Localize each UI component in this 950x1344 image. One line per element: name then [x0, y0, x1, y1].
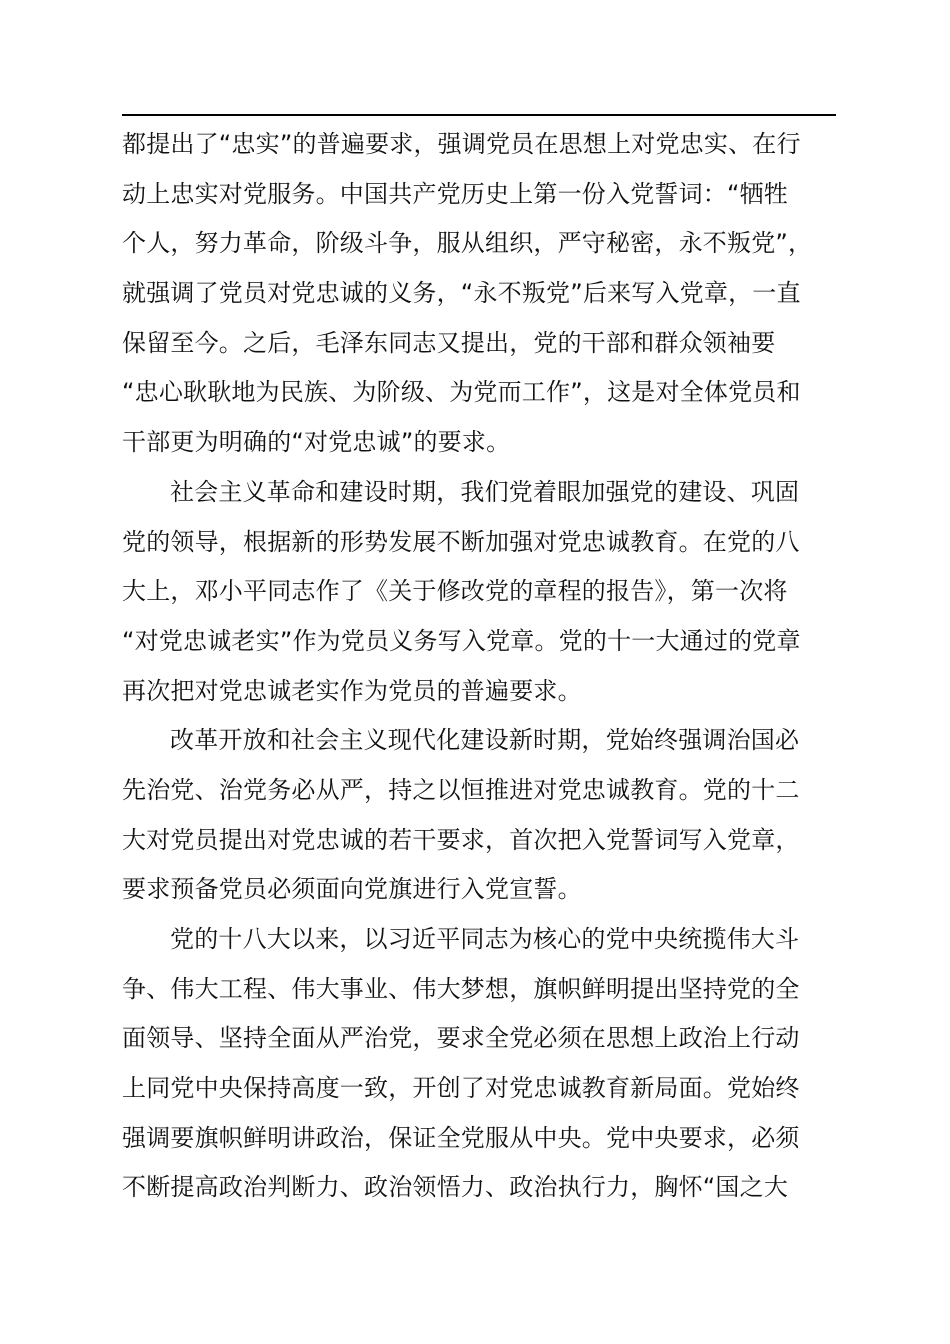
text-line: 上同党中央保持高度一致，开创了对党忠诚教育新局面。党始终 [122, 1074, 800, 1103]
text-line: 面领导、坚持全面从严治党，要求全党必须在思想上政治上行动 [122, 1024, 800, 1053]
document-body [122, 120, 862, 1213]
text-line: 再次把对党忠诚老实作为党员的普遍要求。 [122, 676, 582, 705]
text-line: 先治党、治党务必从严，持之以恒推进对党忠诚教育。党的十二 [122, 775, 800, 804]
paragraph-first-line: 党的十八大以来，以习近平同志为核心的党中央统揽伟大斗 [170, 925, 800, 953]
text-line: 强调要旗帜鲜明讲政治，保证全党服从中央。党中央要求，必须 [122, 1123, 800, 1152]
text-line: 大上，邓小平同志作了《关于修改党的章程的报告》，第一次将 [122, 577, 788, 606]
text-line: 动上忠实对党服务。中国共产党历史上第一份入党誓词：“牺牲 [122, 179, 789, 208]
text-line: “忠心耿耿地为民族、为阶级、为党而工作”，这是对全体党员和 [122, 378, 801, 407]
text-line: 大对党员提出对党忠诚的若干要求，首次把入党誓词写入党章， [122, 825, 800, 854]
header-rule [122, 114, 836, 116]
text-line: 不断提高政治判断力、政治领悟力、政治执行力，胸怀“国之大 [122, 1173, 789, 1202]
text-line: 都提出了“忠实”的普遍要求，强调党员在思想上对党忠实、在行 [122, 130, 801, 158]
text-line: 党的领导，根据新的形势发展不断加强对党忠诚教育。在党的八 [122, 527, 800, 556]
text-line: 干部更为明确的“对党忠诚”的要求。 [122, 428, 511, 457]
paragraph-first-line: 社会主义革命和建设时期，我们党着眼加强党的建设、巩固 [170, 477, 800, 506]
text-line: 就强调了党员对党忠诚的义务，“永不叛党”后来写入党章，一直 [122, 279, 801, 308]
text-line: 保留至今。之后，毛泽东同志又提出，党的干部和群众领袖要 [122, 328, 776, 357]
text-line: “对党忠诚老实”作为党员义务写入党章。党的十一大通过的党章 [122, 626, 801, 655]
text-line: 个人，努力革命，阶级斗争，服从组织，严守秘密，永不叛党”， [122, 229, 813, 258]
text-line: 争、伟大工程、伟大事业、伟大梦想，旗帜鲜明提出坚持党的全 [122, 974, 800, 1003]
text-line: 要求预备党员必须面向党旗进行入党宣誓。 [122, 875, 582, 904]
paragraph-first-line: 改革开放和社会主义现代化建设新时期，党始终强调治国必 [170, 726, 800, 755]
